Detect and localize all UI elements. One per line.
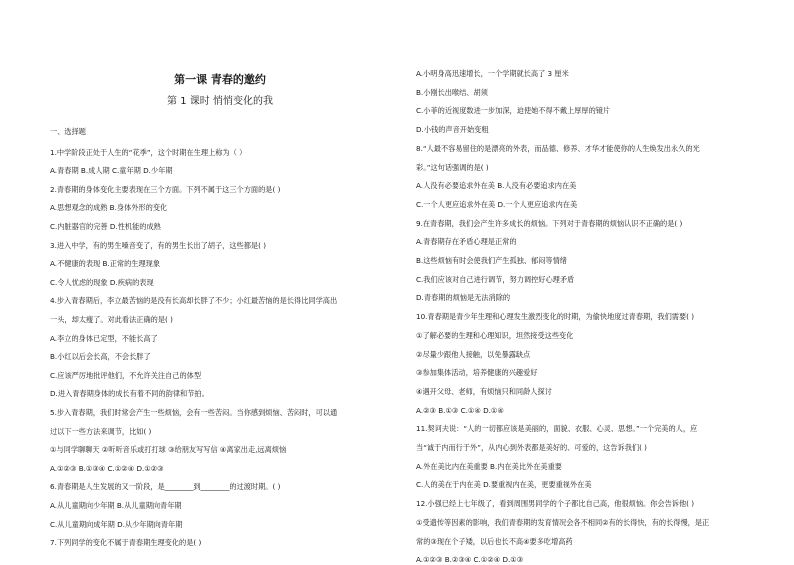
text-line: D.青春期的烦恼是无法消除的: [416, 293, 511, 303]
text-line: C.小菲的近视度数进一步加深，迫使她不得不戴上厚厚的镜片: [416, 106, 611, 116]
text-line: C.从儿童期向成年期 D.从少年期向青年期: [50, 519, 183, 529]
text-line: 2.青春期的身体变化主要表现在三个方面。下列不属于这三个方面的是( ): [50, 184, 281, 194]
text-line: 3.进入中学，有的男生嗓音变了，有的男生长出了胡子，这些都是( ): [50, 240, 267, 250]
text-line: 5.步入青春期，我们时常会产生一些烦恼，会有一些苦闷。当你感到烦恼、苦闷时，可以通: [50, 408, 338, 417]
text-line: 彩。”这句话强调的是( ): [416, 162, 489, 172]
text-line: 一、选择题: [50, 127, 86, 136]
text-line: B.这些烦恼有时会使我们产生孤独、郁闷等情绪: [416, 256, 567, 265]
text-line: 11.契诃夫说：“人的一切都应该是美丽的，面貌、衣服、心灵、思想。”一个完美的人，应: [416, 424, 698, 434]
text-line: A.①②③ B.②③④ C.①②④ D.①③: [416, 555, 524, 565]
text-line: A.李立的身体已定型，不能长高了: [50, 333, 158, 343]
text-line: A.外在美比内在美重要 B.内在美比外在美重要: [416, 461, 562, 471]
text-line: 当“诚于内而行于外”，从内心到外表都是美好的、可爱的，这告诉我们( ): [416, 443, 647, 452]
lesson-title: 第一课 青春的邀约: [174, 73, 266, 86]
text-line: 6.青春期是人生发展的又一阶段，是________到________的过渡时期。( ): [50, 482, 281, 492]
text-line: C.一个人更应追求外在美 D.一个人更应追求内在美: [416, 199, 578, 209]
text-line: 12.小强已经上七年级了，看到周围男同学的个子都比自己高，他很烦恼。你会告诉他( ): [416, 499, 695, 509]
text-line: ③参加集体活动，培养健康的兴趣爱好: [416, 368, 538, 378]
text-line: C.内脏器官的完善 D.性机能的成熟: [50, 222, 161, 231]
text-line: 8.“人最不容易留住的是漂亮的外表，而品德、修养、才华才能使你的人生焕发出永久的光: [416, 143, 700, 153]
text-line: A.①②③ B.①③④ C.①②④ D.①②③: [50, 463, 164, 473]
text-line: C.应该严厉地批评他们，不允许关注自己的体型: [50, 370, 202, 380]
text-line: 7.下列同学的变化不属于青春期生理变化的是( ): [50, 538, 202, 548]
text-line: C.令人忧虑的现象 D.疾病的表现: [50, 277, 154, 287]
text-line: ①了解必要的生理和心理知识，坦然接受这些变化: [416, 330, 574, 340]
text-line: 4.步入青春期后，李立最苦恼的是没有长高却长胖了不少；小红最苦恼的是长得比同学高出: [50, 296, 338, 306]
text-line: C.我们应该对自己进行调节，努力调控好心理矛盾: [416, 274, 575, 284]
text-line: A.②③ B.①③ C.①④ D.①④: [416, 405, 504, 415]
text-line: 1.中学阶段正处于人生的“花季”，这个时期在生理上称为（ ）: [50, 147, 247, 157]
text-line: A.青春期存在矛盾心理是正常的: [416, 237, 517, 247]
text-line: 10.青春期是青少年生理和心理发生激烈变化的时期，为偷快地度过青春期，我们需要( ): [416, 312, 695, 322]
text-line: 常的③现在个子矮，以后也长不高④要多吃增高药: [416, 536, 573, 546]
text-line: A.人没有必要追求外在美 B.人没有必要追求内在美: [416, 181, 577, 191]
text-line: ④遇开父母、老师，有烦恼只和同龄人探讨: [416, 386, 552, 396]
text-line: A.不健康的表现 B.正常的生理现象: [50, 259, 161, 269]
text-line: A.思想观念的成熟 B.身体外形的变化: [50, 203, 168, 213]
text-line: A.青春期 B.成人期 C.童年期 D.少年期: [50, 166, 173, 176]
text-line: ①与同学聊聊天 ②听听音乐或打打球 ③给朋友写写信 ④离家出走,远离烦恼: [50, 445, 287, 455]
text-line: A.从儿童期向少年期 B.从儿童期向青年期: [50, 501, 182, 510]
text-line: 9.在青春期，我们会产生许多成长的烦恼。下列对于青春期的烦恼认识不正确的是( ): [416, 218, 683, 228]
text-line: B.小刚长出喉结、胡须: [416, 87, 488, 97]
text-line: A.小明身高迅速增长，一个学期就长高了 3 厘米: [416, 69, 569, 78]
text-line: ①受遗传等因素的影响，我们青春期的发育情况会各不相同②有的长得快，有的长得慢，是正: [416, 517, 710, 527]
text-line: C.人的美在于内在美 D.要重视内在美，更要重视外在美: [416, 480, 592, 490]
text-line: D.小钱的声音开始变粗: [416, 125, 489, 135]
text-line: 过以下一些方法来调节，比如( ): [50, 426, 152, 436]
text-line: D.进入青春期身体的成长有着不同的韵律和节拍。: [50, 389, 209, 399]
text-line: B.小红以后会长高，不会长胖了: [50, 352, 151, 362]
lesson-subtitle: 第 1 课时 悄悄变化的我: [167, 96, 273, 107]
text-line: ②尽量少跟他人接触，以免暴露缺点: [416, 349, 531, 359]
text-line: 一头，却太瘦了。对此看法正确的是( ): [50, 315, 173, 324]
